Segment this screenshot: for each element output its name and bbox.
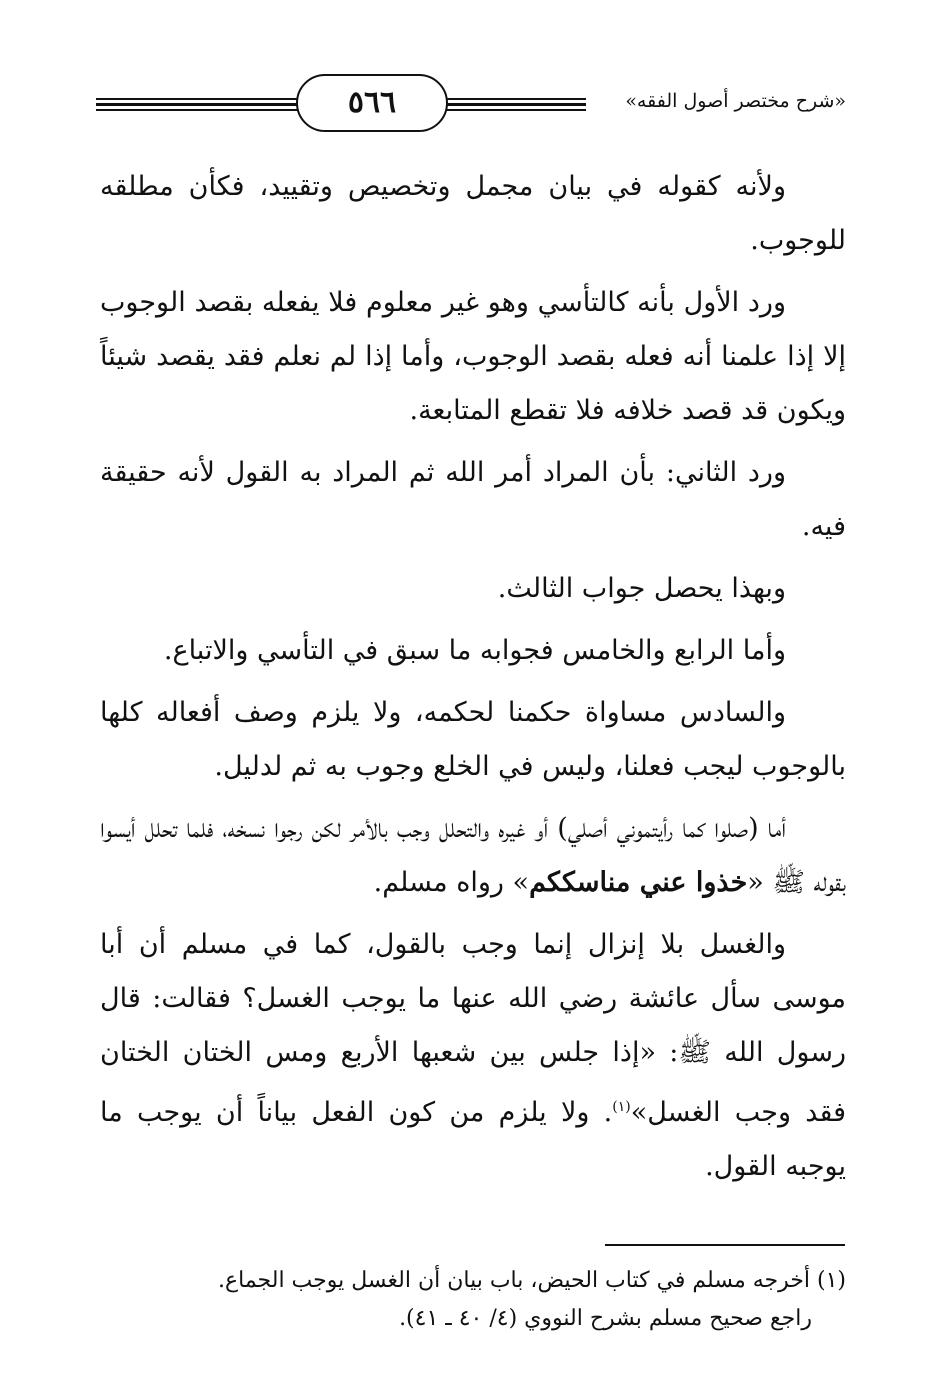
footnote-divider — [605, 1244, 845, 1246]
main-text — [100, 160, 846, 1202]
footnotes — [100, 1262, 846, 1338]
header-rule — [96, 109, 306, 111]
header-rule — [96, 98, 306, 100]
footnote-line: راجع صحيح مسلم بشرح النووي (٤/ ٤٠ ـ ٤١). — [399, 1306, 812, 1331]
paragraph: ورد الأول بأنه كالتأسي وهو غير معلوم فلا يفعله بقصد الوجوب إلا إذا علمنا أنه فعله بقصد الوجوب، وأما إذا لم نعلم فقد يقصد شيئاً ويكون قد قصد خلافه فلا تقطع المتابعة. — [100, 287, 846, 426]
running-title: «شرح مختصر أصول الفقه» — [625, 90, 846, 112]
header-rule — [436, 98, 586, 100]
paragraph-text: أما (صلوا كما رأيتموني أصلي) أو غيره والتحلل وجب بالأمر لكن رجوا نسخه، فلما تحلل أيسوا بقوله ﷺ « — [100, 813, 846, 898]
hadith-quote: خذوا عني مناسككم — [529, 867, 748, 898]
footnote-line: (١) أخرجه مسلم في كتاب الحيض، باب بيان أن الغسل يوجب الجماع. — [218, 1268, 846, 1293]
paragraph — [100, 802, 846, 910]
paragraph-text: والغسل بلا إنزال إنما وجب بالقول، كما في مسلم أن أبا موسى سأل عائشة رضي الله عنها ما يوجب الغسل؟ فقالت: قال رسول الله ﷺ: «إذا جلس بين شعبها الأربع ومس الختان الختان فقد وجب الغسل» — [100, 929, 847, 1128]
paragraph-text: . ولا يلزم من كون الفعل بياناً أن يوجب ما يوجبه القول. — [100, 1097, 846, 1182]
header-rule — [436, 109, 586, 111]
paragraph-text: » رواه مسلم. — [373, 867, 530, 898]
page-number: ٥٦٦ — [296, 74, 448, 132]
paragraph: ولأنه كقوله في بيان مجمل وتخصيص وتقييد، فكأن مطلقه للوجوب. — [100, 171, 846, 256]
paragraph: والسادس مساواة حكمنا لحكمه، ولا يلزم وصف أفعاله كلها بالوجوب ليجب فعلنا، وليس في الخلع وجوب به ثم لدليل. — [100, 697, 846, 782]
paragraph: وأما الرابع والخامس فجوابه ما سبق في التأسي والاتباع. — [163, 635, 786, 666]
paragraph: وبهذا يحصل جواب الثالث. — [497, 573, 786, 604]
header-rule — [436, 103, 586, 106]
paragraph — [100, 918, 846, 1194]
footnote-ref[interactable]: (١) — [612, 1099, 631, 1115]
paragraph: ورد الثاني: بأن المراد أمر الله ثم المراد به القول لأنه حقيقة فيه. — [100, 457, 846, 542]
page-header — [96, 72, 846, 132]
header-rule — [96, 103, 306, 106]
